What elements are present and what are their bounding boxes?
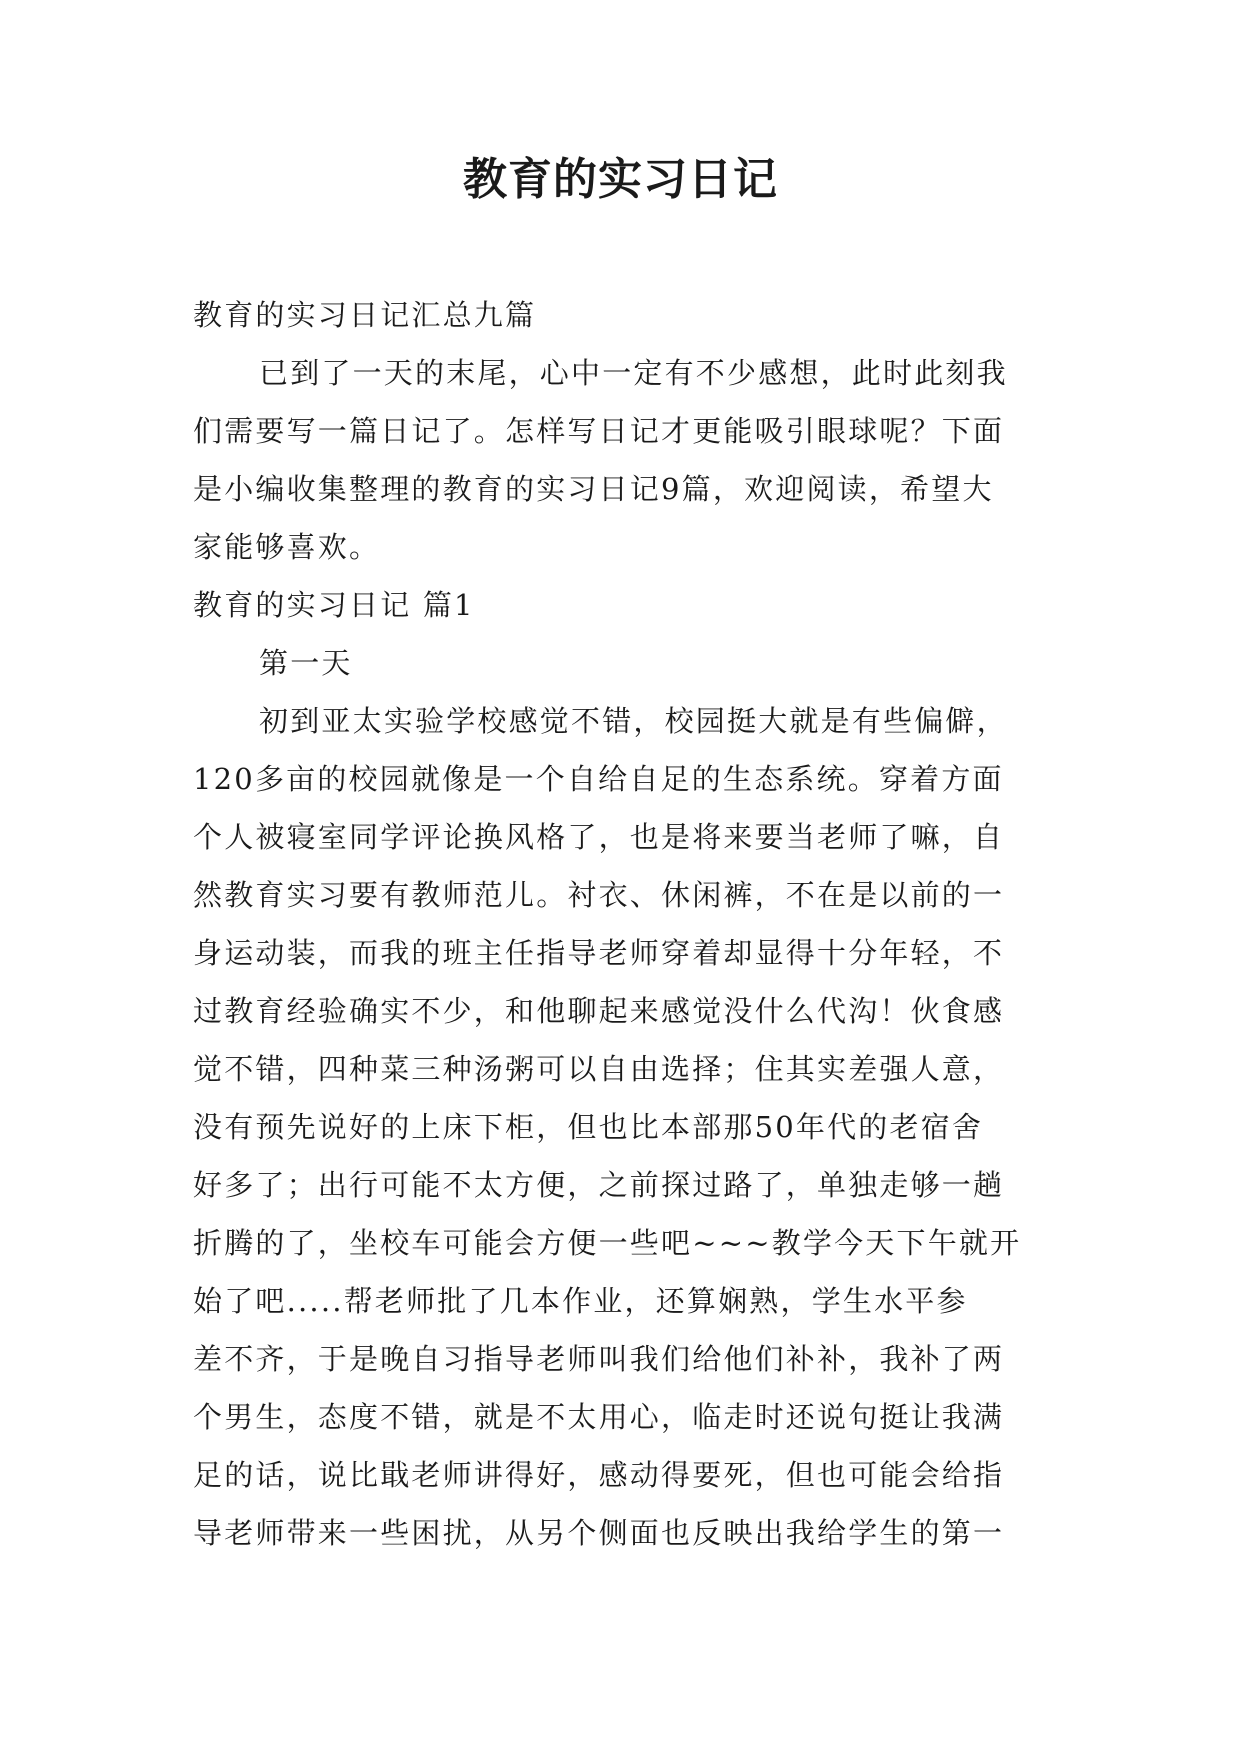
text-line: 120多亩的校园就像是一个自给自足的生态系统。穿着方面	[193, 762, 1004, 796]
day-heading: 第一天	[259, 646, 353, 680]
text-line: 教育的实习日记汇总九篇	[193, 298, 537, 332]
text-line: 身运动装，而我的班主任指导老师穿着却显得十分年轻，不	[193, 936, 1005, 970]
text-line: 们需要写一篇日记了。怎样写日记才更能吸引眼球呢？下面	[193, 414, 1005, 448]
text-line: 家能够喜欢。	[193, 530, 381, 564]
text-line: 好多了；出行可能不太方便，之前探过路了，单独走够一趟	[193, 1168, 1005, 1202]
text-line: 过教育经验确实不少，和他聊起来感觉没什么代沟！伙食感	[193, 994, 1005, 1028]
text-line: 初到亚太实验学校感觉不错，校园挺大就是有些偏僻，	[259, 704, 1008, 738]
text-line: 足的话，说比戢老师讲得好，感动得要死，但也可能会给指	[193, 1458, 1005, 1492]
text-line: 导老师带来一些困扰，从另个侧面也反映出我给学生的第一	[193, 1516, 1005, 1550]
text-line: 差不齐，于是晚自习指导老师叫我们给他们补补，我补了两	[193, 1342, 1005, 1376]
text-line: 折腾的了，坐校车可能会方便一些吧~~~教学今天下午就开	[193, 1226, 1022, 1260]
document-title: 教育的实习日记	[463, 154, 778, 205]
section-heading: 教育的实习日记 篇1	[193, 588, 475, 622]
text-line: 始了吧.....帮老师批了几本作业，还算娴熟，学生水平参	[193, 1284, 968, 1318]
text-line: 然教育实习要有教师范儿。衬衣、休闲裤，不在是以前的一	[193, 878, 1005, 912]
text-line: 没有预先说好的上床下柜，但也比本部那50年代的老宿舍	[193, 1110, 984, 1144]
text-line: 个男生，态度不错，就是不太用心，临走时还说句挺让我满	[193, 1400, 1005, 1434]
text-line: 个人被寝室同学评论换风格了，也是将来要当老师了嘛，自	[193, 820, 1005, 854]
text-line: 已到了一天的末尾，心中一定有不少感想，此时此刻我	[259, 356, 1008, 390]
document-body	[193, 286, 1053, 1562]
text-line: 觉不错，四种菜三种汤粥可以自由选择；住其实差强人意，	[193, 1052, 1005, 1086]
text-line: 是小编收集整理的教育的实习日记9篇，欢迎阅读，希望大	[193, 472, 994, 506]
